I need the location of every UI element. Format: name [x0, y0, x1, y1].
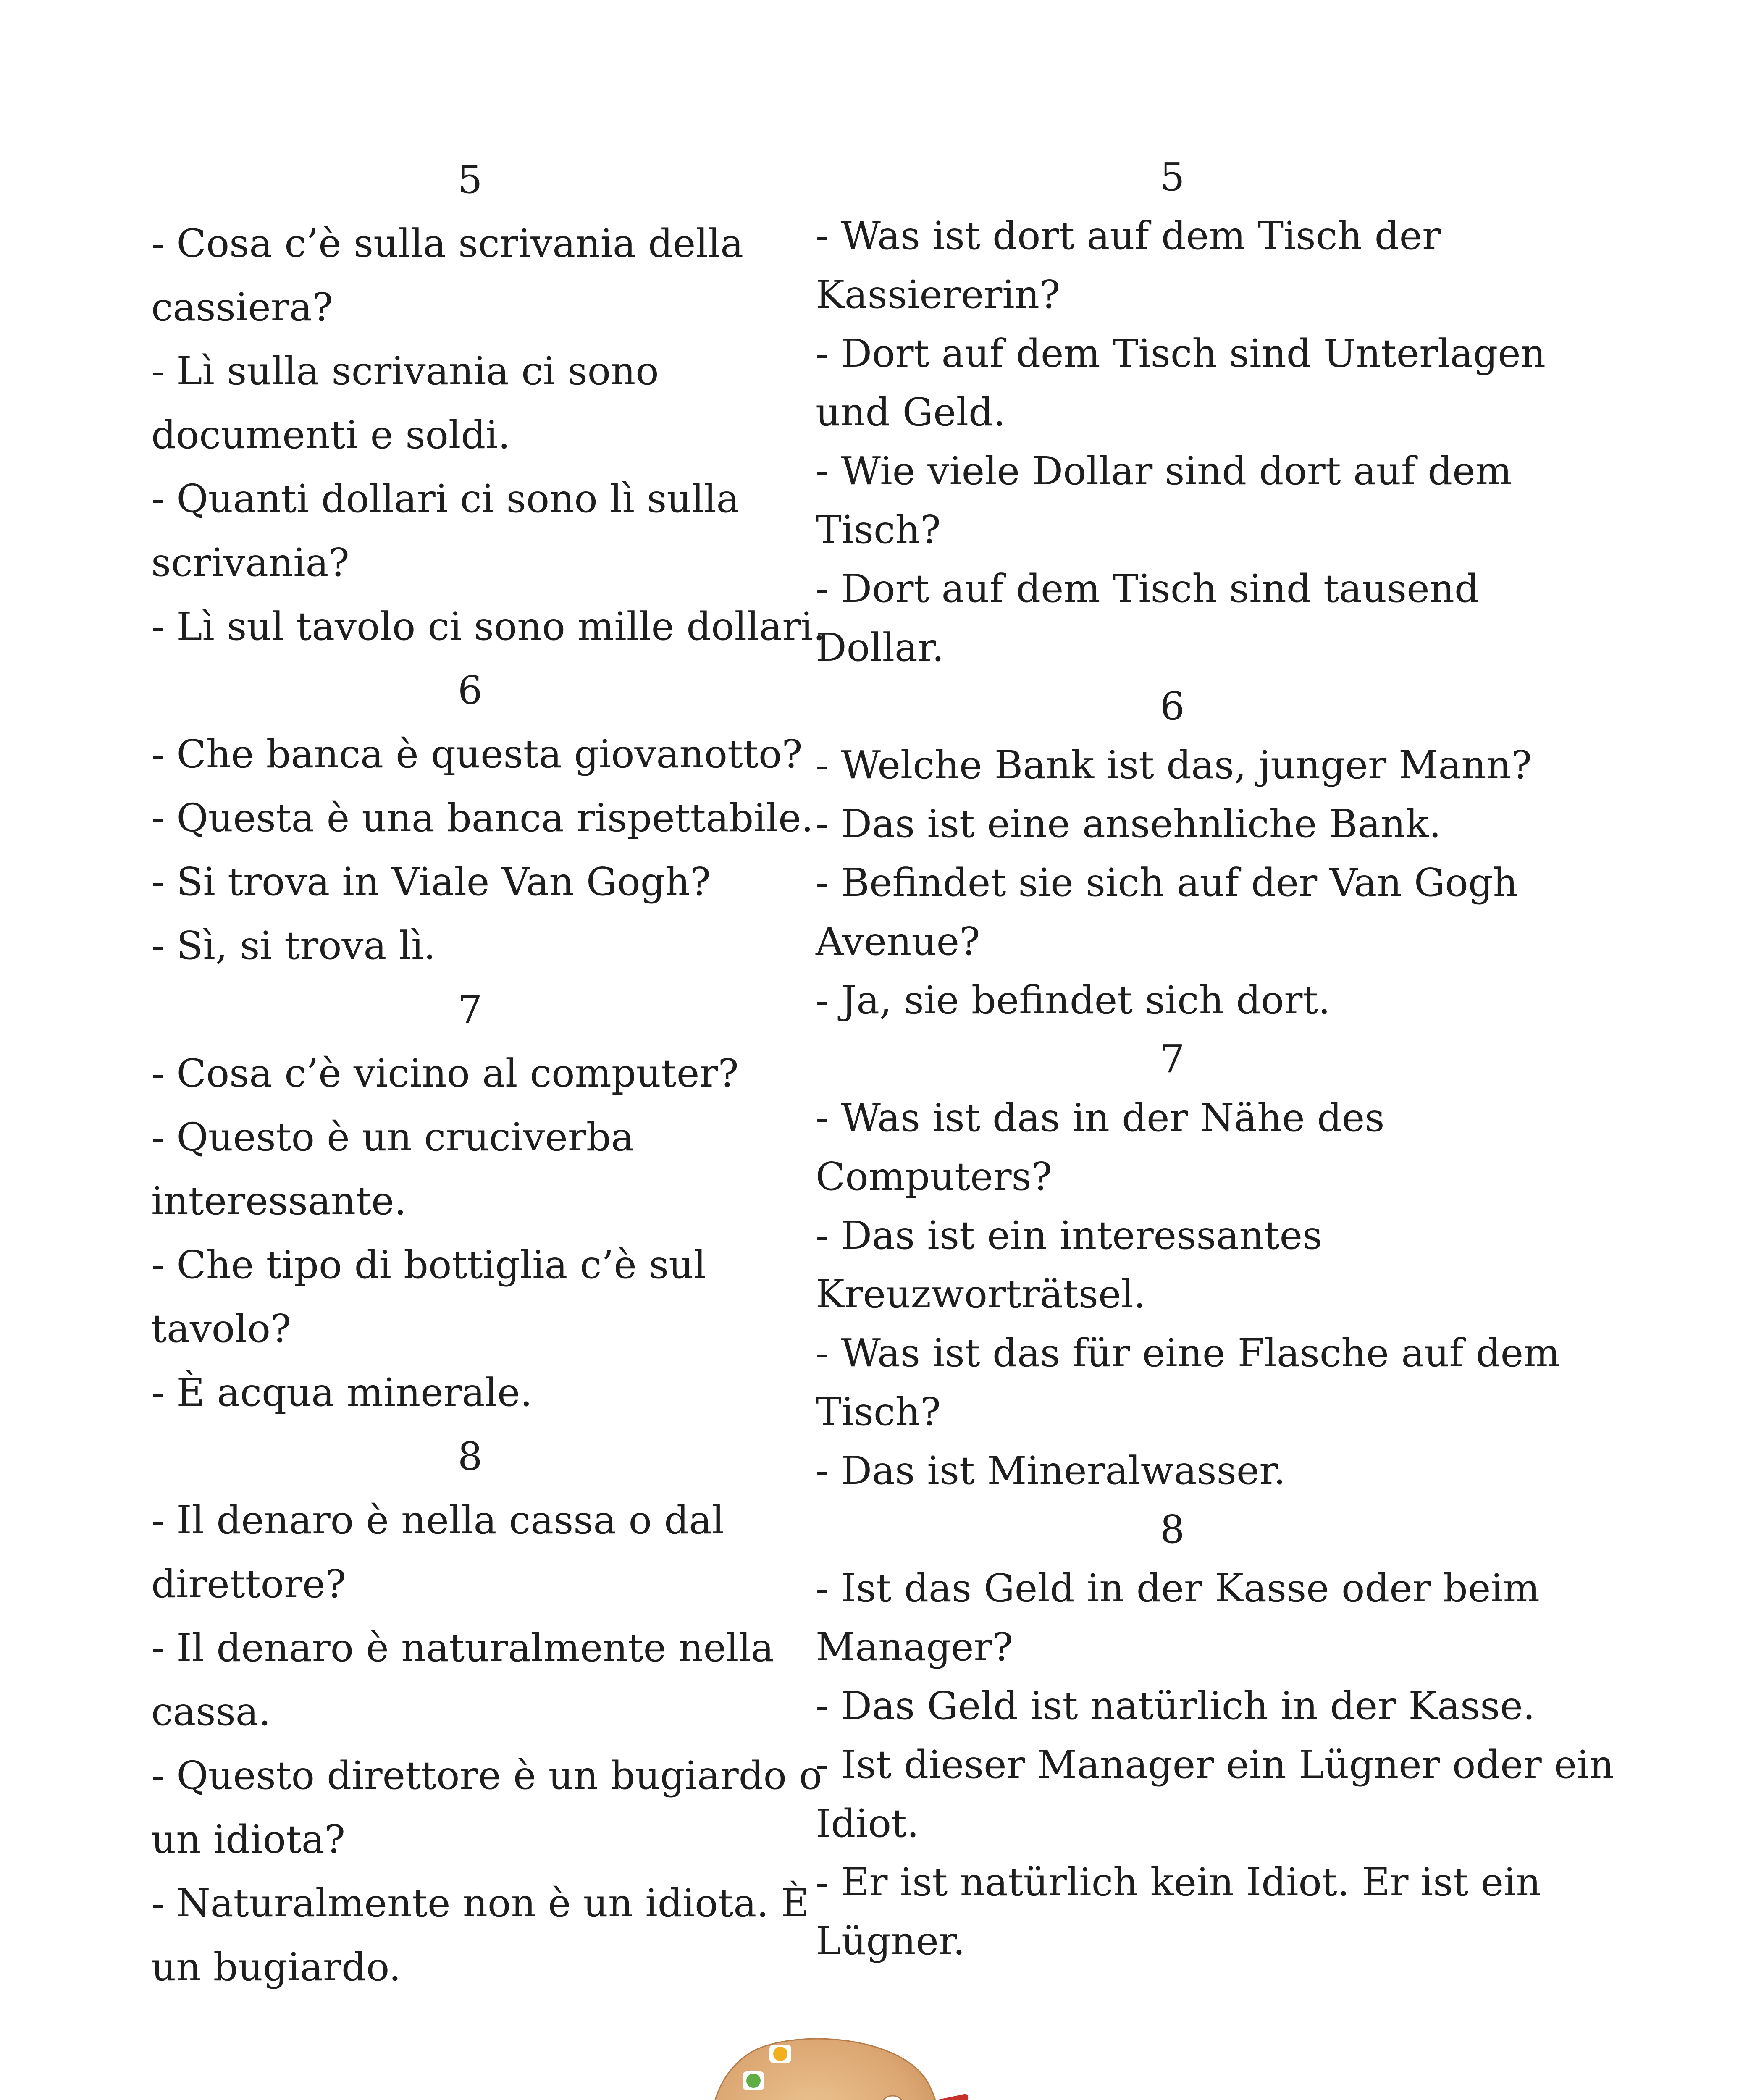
- italian-dialogue-line: un bugiardo.: [151, 1945, 401, 1990]
- italian-dialogue-line: cassa.: [151, 1689, 271, 1734]
- italian-dialogue-line: - Quanti dollari ci sono lì sulla: [151, 476, 740, 521]
- italian-dialogue-line: - Questa è una banca rispettabile.: [151, 795, 814, 840]
- german-dialogue-line: und Geld.: [816, 390, 1006, 435]
- german-dialogue-line: Computers?: [816, 1154, 1053, 1199]
- italian-dialogue-line: - Naturalmente non è un idiota. È: [151, 1881, 809, 1926]
- german-dialogue-line: - Er ist natürlich kein Idiot. Er ist ein: [816, 1860, 1541, 1905]
- german-dialogue-line: - Das Geld ist natürlich in der Kasse.: [816, 1683, 1536, 1728]
- german-column: [816, 148, 1614, 1971]
- german-dialogue-line: Lügner.: [816, 1919, 966, 1964]
- german-dialogue-line: - Ja, sie befindet sich dort.: [816, 978, 1331, 1023]
- italian-dialogue-line: un idiota?: [151, 1817, 346, 1862]
- german-dialogue-line: - Befindet sie sich auf der Van Gogh: [816, 860, 1518, 905]
- german-dialogue-line: Kreuzworträtsel.: [816, 1272, 1146, 1317]
- italian-section-number: 6: [458, 668, 483, 713]
- italian-column: [151, 148, 825, 1999]
- german-dialogue-line: - Dort auf dem Tisch sind Unterlagen: [816, 331, 1546, 376]
- german-dialogue-line: Idiot.: [816, 1801, 919, 1846]
- german-section-number: 7: [1160, 1037, 1185, 1082]
- german-dialogue-line: - Das ist ein interessantes: [816, 1213, 1323, 1258]
- italian-dialogue-line: cassiera?: [151, 285, 333, 330]
- german-section-number: 6: [1160, 684, 1185, 729]
- german-dialogue-line: Tisch?: [816, 507, 941, 552]
- italian-dialogue-line: - Il denaro è nella cassa o dal: [151, 1498, 724, 1543]
- italian-dialogue-line: - Si trova in Viale Van Gogh?: [151, 859, 711, 904]
- italian-dialogue-line: scrivania?: [151, 540, 349, 585]
- german-dialogue-line: - Was ist das für eine Flasche auf dem: [816, 1331, 1560, 1376]
- italian-dialogue-line: - Lì sul tavolo ci sono mille dollari.: [151, 604, 825, 649]
- italian-dialogue-line: - È acqua minerale.: [151, 1370, 533, 1415]
- italian-dialogue-line: - Sì, si trova lì.: [151, 923, 436, 968]
- italian-dialogue-line: - Che banca è questa giovanotto?: [151, 732, 803, 777]
- german-dialogue-line: - Das ist Mineralwasser.: [816, 1448, 1286, 1493]
- palette-board: [711, 2039, 938, 2100]
- german-section-number: 8: [1160, 1507, 1185, 1552]
- german-dialogue-line: - Ist das Geld in der Kasse oder beim: [816, 1566, 1540, 1611]
- german-dialogue-line: Dollar.: [816, 625, 944, 670]
- italian-dialogue-line: tavolo?: [151, 1306, 291, 1351]
- italian-dialogue-line: - Questo è un cruciverba: [151, 1115, 634, 1160]
- italian-dialogue-line: - Cosa c’è vicino al computer?: [151, 1051, 739, 1096]
- paint-palette-icon: [706, 2033, 974, 2100]
- german-section-number: 5: [1160, 155, 1185, 200]
- german-dialogue-line: - Welche Bank ist das, junger Mann?: [816, 743, 1532, 788]
- german-dialogue-line: - Ist dieser Manager ein Lügner oder ein: [816, 1742, 1614, 1787]
- german-dialogue-line: Avenue?: [816, 919, 980, 964]
- italian-dialogue-line: documenti e soldi.: [151, 412, 510, 457]
- german-dialogue-line: Tisch?: [816, 1389, 941, 1434]
- italian-dialogue-line: - Lì sulla scrivania ci sono: [151, 349, 659, 394]
- italian-dialogue-line: - Cosa c’è sulla scrivania della: [151, 221, 744, 266]
- italian-dialogue-line: - Questo direttore è un bugiardo o: [151, 1753, 822, 1798]
- german-dialogue-line: - Was ist dort auf dem Tisch der: [816, 213, 1441, 258]
- german-dialogue-line: Kassiererin?: [816, 272, 1060, 317]
- german-dialogue-line: - Wie viele Dollar sind dort auf dem: [816, 449, 1512, 494]
- german-dialogue-line: Manager?: [816, 1625, 1013, 1670]
- italian-dialogue-line: - Il denaro è naturalmente nella: [151, 1625, 774, 1670]
- italian-section-number: 5: [458, 157, 483, 202]
- italian-dialogue-line: interessante.: [151, 1179, 407, 1223]
- german-dialogue-line: - Dort auf dem Tisch sind tausend: [816, 566, 1479, 611]
- italian-dialogue-line: - Che tipo di bottiglia c’è sul: [151, 1242, 706, 1287]
- german-dialogue-line: - Was ist das in der Nähe des: [816, 1095, 1385, 1140]
- italian-section-number: 8: [458, 1434, 483, 1479]
- italian-dialogue-line: direttore?: [151, 1562, 346, 1606]
- italian-section-number: 7: [458, 987, 483, 1032]
- german-dialogue-line: - Das ist eine ansehnliche Bank.: [816, 801, 1441, 846]
